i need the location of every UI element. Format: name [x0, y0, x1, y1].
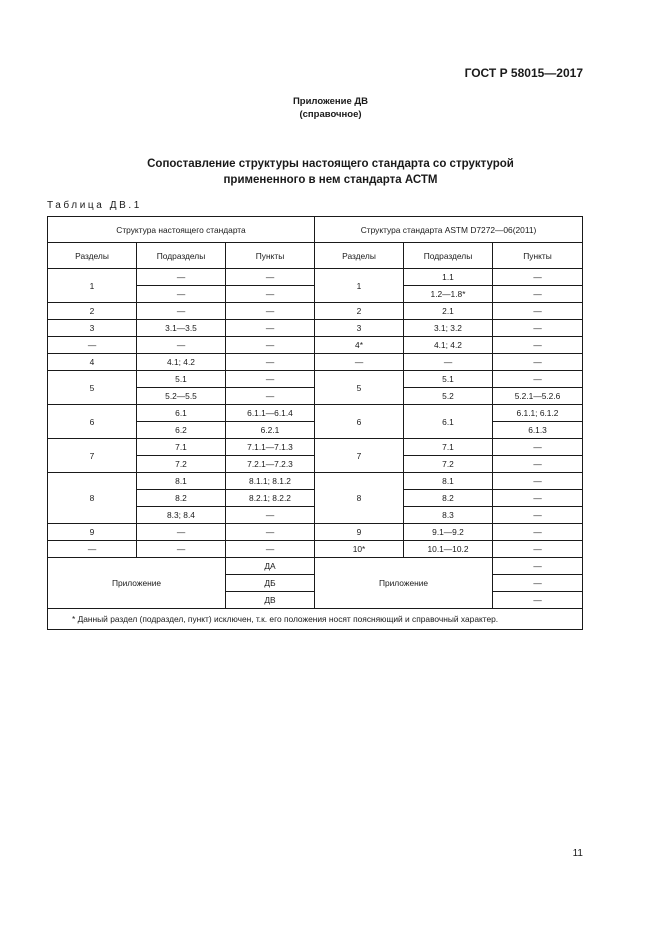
- cell: 7.2: [137, 456, 226, 473]
- cell: —: [226, 286, 315, 303]
- cell: 10.1—10.2: [404, 541, 493, 558]
- cell: —: [493, 592, 583, 609]
- cell: —: [493, 337, 583, 354]
- cell: 10*: [315, 541, 404, 558]
- table-footnote-row: [48, 609, 583, 630]
- cell: 5.2: [404, 388, 493, 405]
- cell: —: [493, 320, 583, 337]
- cell: —: [226, 269, 315, 286]
- cell: 5: [315, 371, 404, 405]
- cell: 8: [315, 473, 404, 524]
- cell: —: [493, 524, 583, 541]
- table-row: [48, 320, 583, 337]
- cell: 4: [48, 354, 137, 371]
- cell: 7: [48, 439, 137, 473]
- cell: —: [137, 269, 226, 286]
- table-label: Таблица ДВ.1: [47, 200, 142, 211]
- cell: 7.1.1—7.1.3: [226, 439, 315, 456]
- annex-label-right: Приложение: [315, 558, 493, 609]
- cell: —: [137, 337, 226, 354]
- cell: 1.2—1.8*: [404, 286, 493, 303]
- cell: 6.2: [137, 422, 226, 439]
- cell: 8.3: [404, 507, 493, 524]
- cell: 9.1—9.2: [404, 524, 493, 541]
- cell: —: [226, 388, 315, 405]
- cell: 8.2: [404, 490, 493, 507]
- header-national-structure: Структура настоящего стандарта: [48, 217, 315, 243]
- cell: 6.2.1: [226, 422, 315, 439]
- cell: ДБ: [226, 575, 315, 592]
- cell: —: [493, 286, 583, 303]
- table-row: [48, 405, 583, 422]
- cell: 8.3; 8.4: [137, 507, 226, 524]
- cell: 6.1.1; 6.1.2: [493, 405, 583, 422]
- header-astm-structure: Структура стандарта ASTM D7272—06(2011): [315, 217, 583, 243]
- cell: —: [493, 439, 583, 456]
- table-row: [48, 269, 583, 286]
- page-number: 11: [572, 848, 583, 859]
- cell: —: [493, 269, 583, 286]
- cell: —: [493, 473, 583, 490]
- cell: 4*: [315, 337, 404, 354]
- table-title-line2: примененного в нем стандарта АСТМ: [223, 174, 438, 186]
- cell: ДА: [226, 558, 315, 575]
- cell: —: [493, 490, 583, 507]
- cell: —: [226, 320, 315, 337]
- cell: —: [226, 354, 315, 371]
- cell: —: [48, 541, 137, 558]
- cell: 8.2.1; 8.2.2: [226, 490, 315, 507]
- cell: 3: [48, 320, 137, 337]
- cell: 2: [48, 303, 137, 320]
- cell: 6.1: [137, 405, 226, 422]
- cell: 1: [48, 269, 137, 303]
- cell: 3: [315, 320, 404, 337]
- cell: —: [226, 337, 315, 354]
- cell: 7: [315, 439, 404, 473]
- col-header: Разделы: [315, 243, 404, 269]
- col-header: Пункты: [493, 243, 583, 269]
- cell: —: [315, 354, 404, 371]
- table-row-annex: [48, 558, 583, 575]
- cell: 8: [48, 473, 137, 524]
- table-row: [48, 473, 583, 490]
- cell: —: [493, 456, 583, 473]
- cell: 5: [48, 371, 137, 405]
- table-row: [48, 303, 583, 320]
- cell: 2: [315, 303, 404, 320]
- cell: —: [137, 286, 226, 303]
- table-row: [48, 371, 583, 388]
- cell: 6.1: [404, 405, 493, 439]
- table-row: [48, 439, 583, 456]
- cell: 9: [315, 524, 404, 541]
- cell: —: [493, 371, 583, 388]
- cell: —: [493, 541, 583, 558]
- table-row: [48, 337, 583, 354]
- table-column-header: [48, 243, 583, 269]
- cell: —: [226, 524, 315, 541]
- cell: 7.1: [137, 439, 226, 456]
- cell: 8.2: [137, 490, 226, 507]
- cell: 6.1.1—6.1.4: [226, 405, 315, 422]
- cell: 7.2.1—7.2.3: [226, 456, 315, 473]
- col-header: Подразделы: [404, 243, 493, 269]
- cell: ДВ: [226, 592, 315, 609]
- table-row: [48, 541, 583, 558]
- appendix-subtitle: (справочное): [299, 109, 362, 120]
- annex-label-left: Приложение: [48, 558, 226, 609]
- cell: —: [226, 507, 315, 524]
- cell: 7.2: [404, 456, 493, 473]
- cell: —: [493, 507, 583, 524]
- cell: —: [48, 337, 137, 354]
- col-header: Подразделы: [137, 243, 226, 269]
- cell: —: [226, 303, 315, 320]
- cell: 6.1.3: [493, 422, 583, 439]
- col-header: Пункты: [226, 243, 315, 269]
- cell: 5.2.1—5.2.6: [493, 388, 583, 405]
- cell: —: [493, 303, 583, 320]
- cell: —: [493, 558, 583, 575]
- cell: 5.1: [137, 371, 226, 388]
- cell: 5.2—5.5: [137, 388, 226, 405]
- cell: 3.1; 3.2: [404, 320, 493, 337]
- cell: —: [226, 371, 315, 388]
- cell: —: [404, 354, 493, 371]
- cell: 6: [315, 405, 404, 439]
- comparison-table: [47, 216, 583, 630]
- cell: 8.1.1; 8.1.2: [226, 473, 315, 490]
- cell: 1.1: [404, 269, 493, 286]
- cell: —: [137, 303, 226, 320]
- cell: —: [137, 541, 226, 558]
- table-row: [48, 354, 583, 371]
- appendix-title: Приложение ДВ: [292, 96, 369, 107]
- cell: 5.1: [404, 371, 493, 388]
- cell: 6: [48, 405, 137, 439]
- table-footnote: * Данный раздел (подраздел, пункт) исключен, т.к. его положения носят поясняющий и справочный характер.: [48, 609, 583, 630]
- cell: —: [493, 354, 583, 371]
- table-group-header: [48, 217, 583, 243]
- cell: —: [493, 575, 583, 592]
- col-header: Разделы: [48, 243, 137, 269]
- cell: 4.1; 4.2: [404, 337, 493, 354]
- cell: 7.1: [404, 439, 493, 456]
- cell: —: [226, 541, 315, 558]
- table-row: [48, 524, 583, 541]
- document-id: ГОСТ Р 58015—2017: [464, 66, 583, 80]
- cell: —: [137, 524, 226, 541]
- cell: 4.1; 4.2: [137, 354, 226, 371]
- cell: 8.1: [404, 473, 493, 490]
- cell: 9: [48, 524, 137, 541]
- cell: 3.1—3.5: [137, 320, 226, 337]
- cell: 8.1: [137, 473, 226, 490]
- cell: 1: [315, 269, 404, 303]
- cell: 2.1: [404, 303, 493, 320]
- table-title-line1: Сопоставление структуры настоящего стандарта со структурой: [147, 158, 514, 170]
